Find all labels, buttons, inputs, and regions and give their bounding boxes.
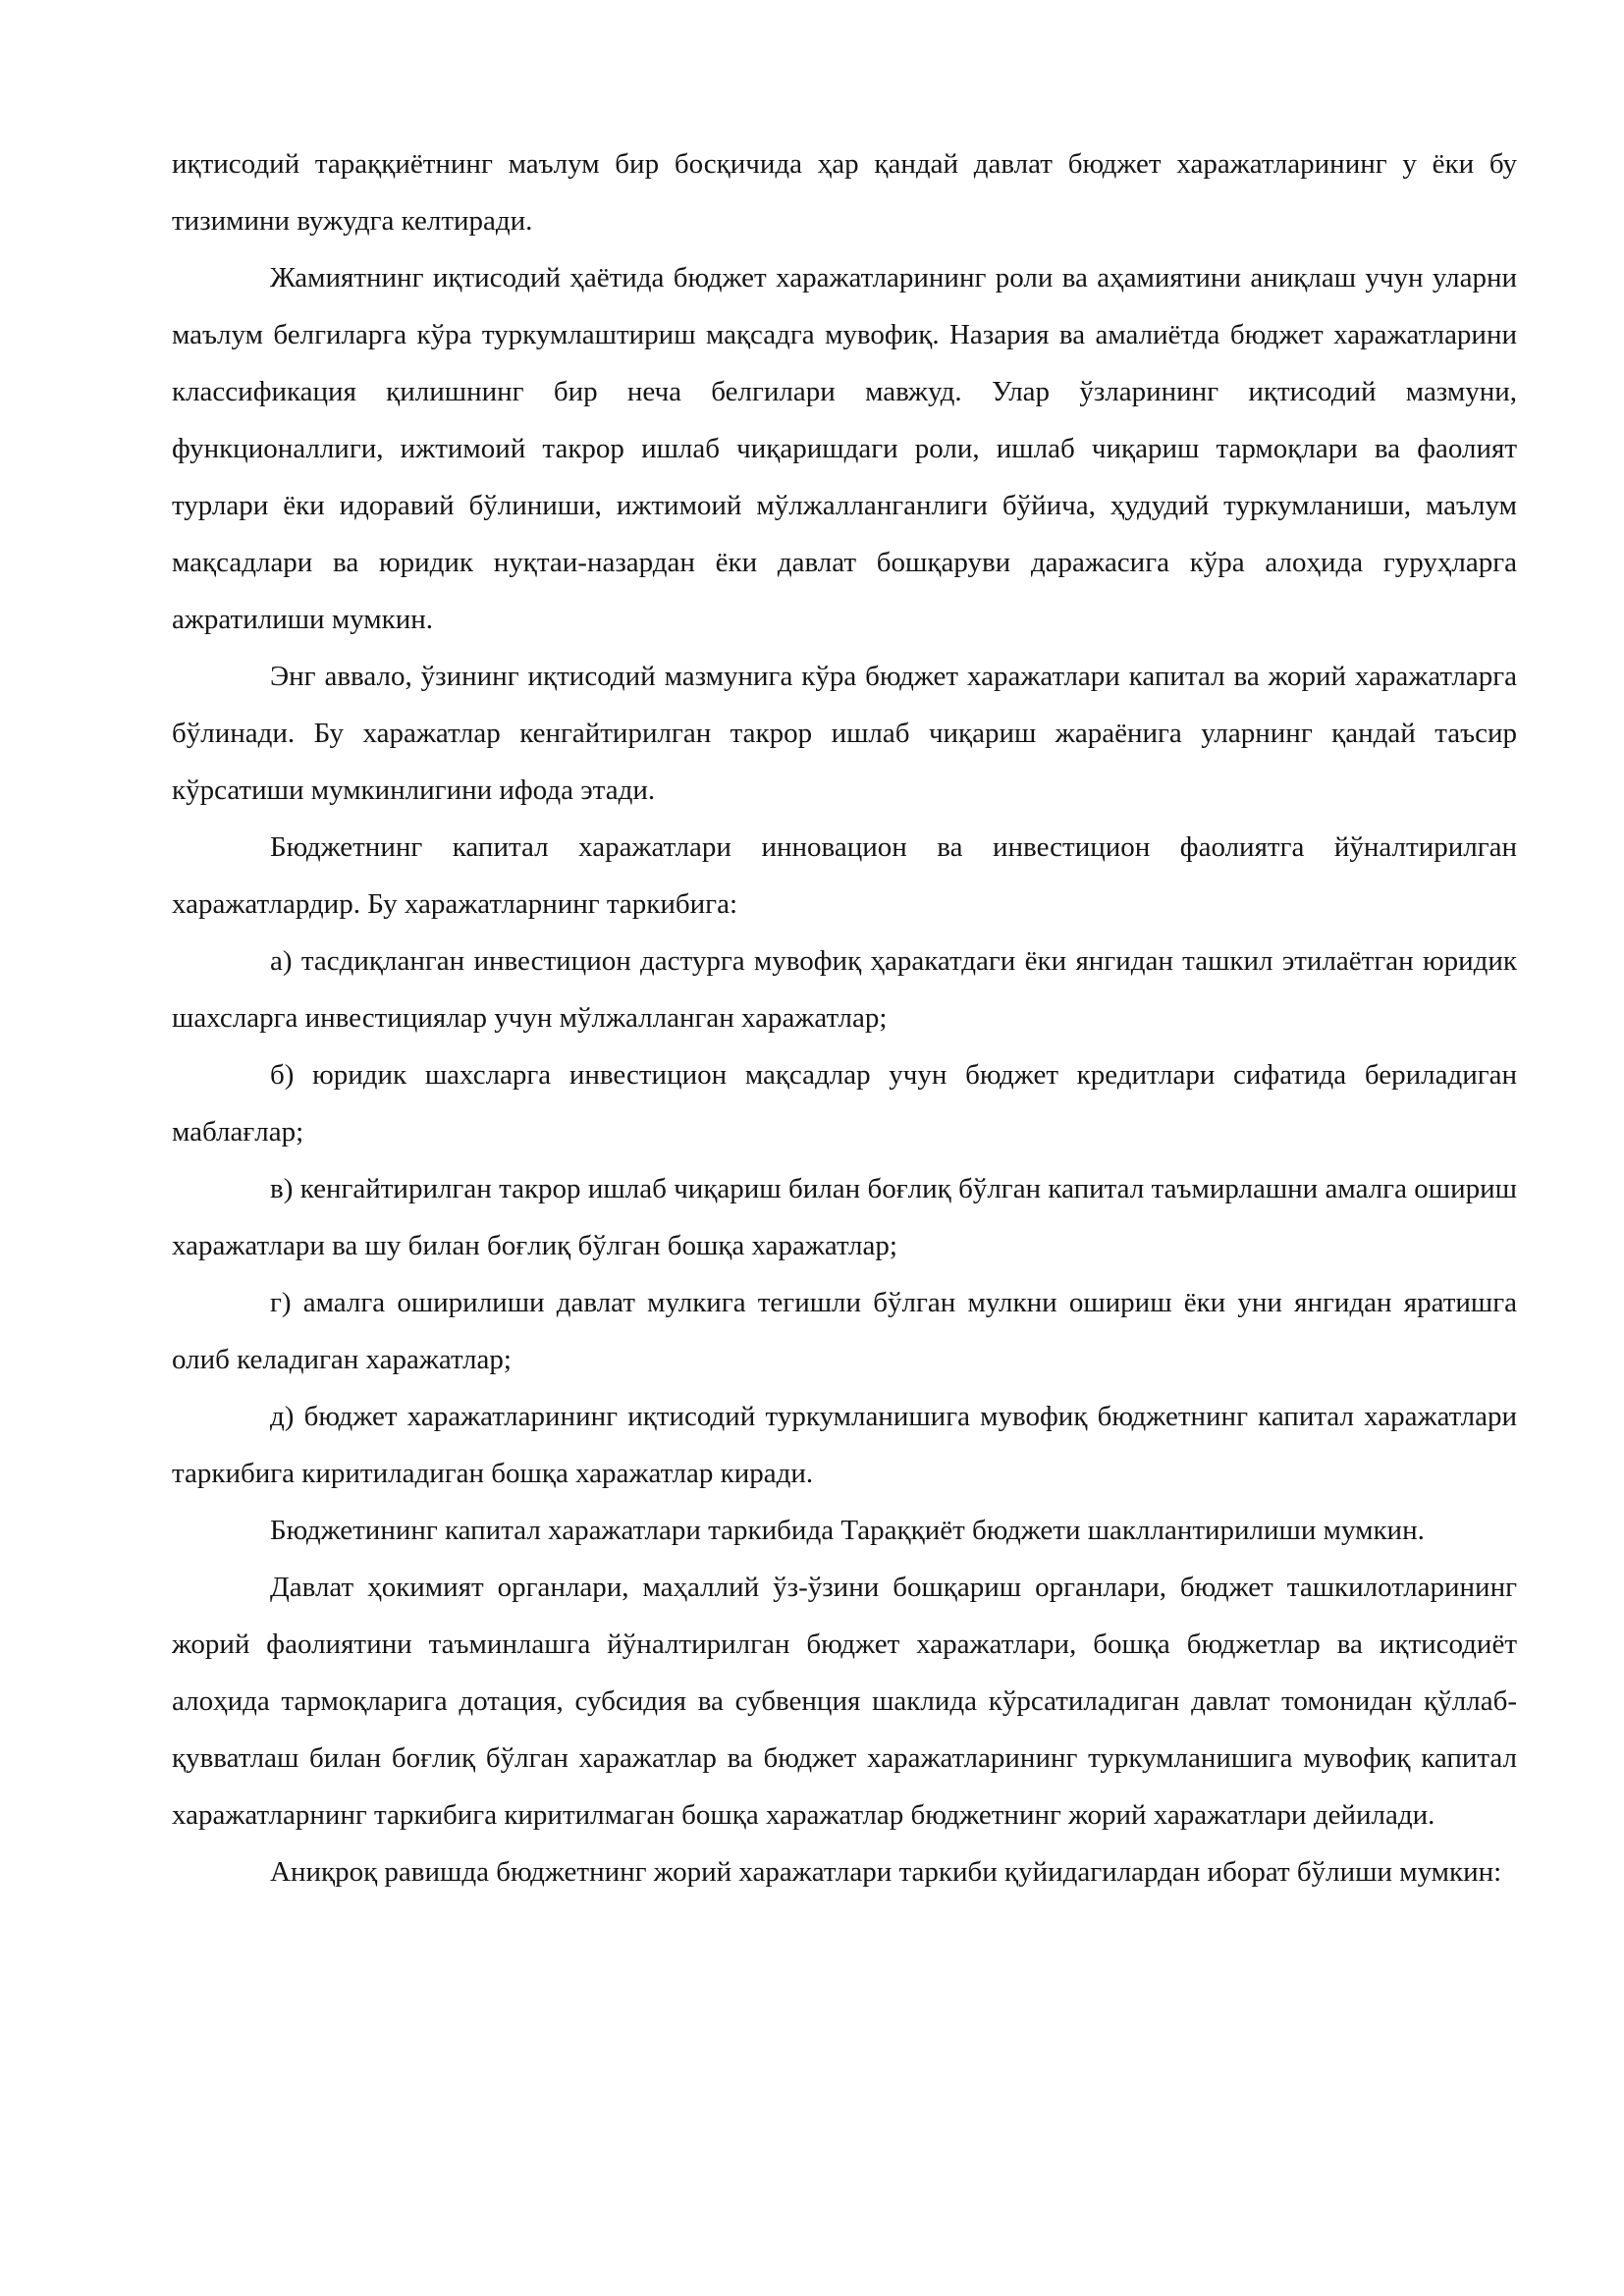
paragraph-development-budget: Бюджетининг капитал харажатлари таркибида Тараққиёт бюджети шакллантирилиши мумкин. — [270, 1515, 1425, 1546]
list-item-a: а) тасдиқланган инвестицион дастурга мувофиқ ҳаракатдаги ёки янгидан ташкил этилаётган юридик шахсларга инвестициялар учун мўлжалланган харажатлар; — [172, 945, 1517, 1034]
paragraph-capital-definition: Бюджетнинг капитал харажатлари инновацион ва инвестицион фаолиятга йўналтирилган харажатлардир. Бу харажатларнинг таркибига: — [172, 831, 1517, 920]
paragraph-classification: Жамиятнинг иқтисодий ҳаётида бюджет харажатларининг роли ва аҳамиятини аниқлаш учун уларни маълум белгиларга кўра туркумлаштириш мақсадга мувофиқ. Назария ва амалиётда бюджет харажатларини классификация қилишнинг бир неча белгилари мавжуд. Улар ўзларининг иқтисодий мазмуни, функционаллиги, ижтимоий такрор ишлаб чиқаришдаги роли, ишлаб чиқариш тармоқлари ва фаолият турлари ёки идоравий бўлиниши, ижтимоий мўлжалланганлиги бўйича, ҳудудий туркумланиши, маълум мақсадлари ва юридик нуқтаи-назардан ёки давлат бошқаруви даражасига кўра алоҳида гуруҳларга ажратилиши мумкин. — [172, 262, 1517, 635]
document-page — [172, 135, 1517, 1900]
paragraph-current-expenses: Давлат ҳокимият органлари, маҳаллий ўз-ўзини бошқариш органлари, бюджет ташкилотларининг жорий фаолиятини таъминлашга йўналтирилган бюджет харажатлари, бошқа бюджетлар ва иқтисодиёт алоҳида тармоқларига дотация, субсидия ва субвенция шаклида кўрсатиладиган давлат томонидан қўллаб-қувватлаш билан боғлиқ бўлган харажатлар ва бюджет харажатларининг туркумланишига мувофиқ капитал харажатларнинг таркибига киритилмаган бошқа харажатлар бюджетнинг жорий харажатлари дейилади. — [172, 1572, 1517, 1831]
paragraph-current-composition: Аниқроқ равишда бюджетнинг жорий харажатлари таркиби қуйидагилардан иборат бўлиши мумкин: — [270, 1856, 1502, 1888]
paragraph-intro-continuation: иқтисодий тараққиётнинг маълум бир босқичида ҳар қандай давлат бюджет харажатларининг у ёки бу тизимини вужудга келтиради. — [172, 148, 1517, 237]
list-item-v: в) кенгайтирилган такрор ишлаб чиқариш билан боғлиқ бўлган капитал таъмирлашни амалга ошириш харажатлари ва шу билан боғлиқ бўлган бошқа харажатлар; — [172, 1173, 1517, 1261]
paragraph-capital-current: Энг аввало, ўзининг иқтисодий мазмунига кўра бюджет харажатлари капитал ва жорий харажатларга бўлинади. Бу харажатлар кенгайтирилган такрор ишлаб чиқариш жараёнига уларнинг қандай таъсир кўрсатиши мумкинлигини ифода этади. — [172, 661, 1517, 806]
list-item-b: б) юридик шахсларга инвестицион мақсадлар учун бюджет кредитлари сифатида бериладиган маблағлар; — [172, 1059, 1517, 1148]
list-item-d: д) бюджет харажатларининг иқтисодий туркумланишига мувофиқ бюджетнинг капитал харажатлари таркибига киритиладиган бошқа харажатлар киради. — [172, 1401, 1517, 1489]
list-item-g: г) амалга оширилиши давлат мулкига тегишли бўлган мулкни ошириш ёки уни янгидан яратишга олиб келадиган харажатлар; — [172, 1287, 1517, 1375]
